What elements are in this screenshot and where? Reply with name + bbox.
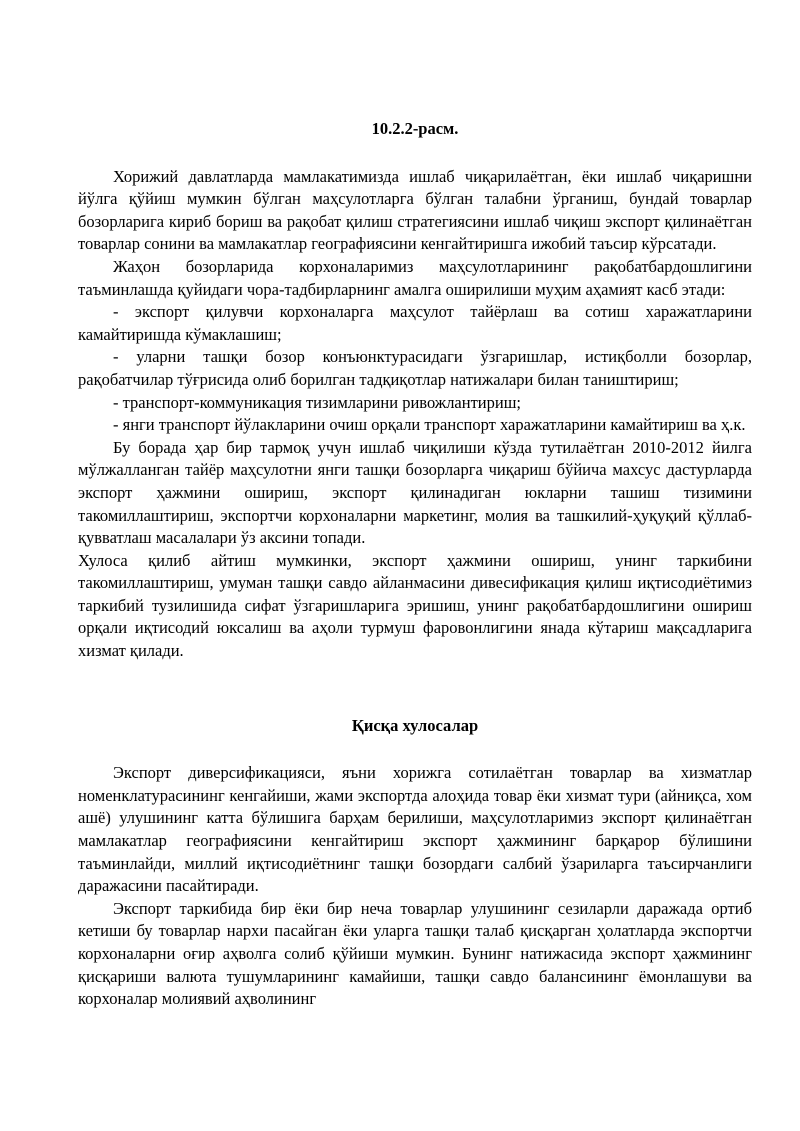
list-item: - янги транспорт йўлакларини очиш орқали транспорт харажатларини камайтириш ва ҳ.к. [113, 415, 746, 435]
section-title: Қисқа хулосалар [351, 715, 479, 735]
paragraph: Бу борада ҳар бир тармоқ учун ишлаб чиқилиши кўзда тутилаётган 2010-2012 йилга мўлжалланган тайёр маҳсулотни янги ташқи бозорларга чиқариш бўйича махсус дастурларда экспорт ҳажмини ошириш, экспорт қилинадиган юкларни ташиш тизимини такомиллаштириш, экспортчи корхоналарни маркетинг, молия ва ташкилий-ҳуқуқий қўллаб-қувватлаш масалалари ўз аксини топади. [78, 437, 752, 548]
figure-caption: 10.2.2-расм. [371, 119, 459, 138]
paragraph: Хорижий давлатларда мамлакатимизда ишлаб чиқарилаётган, ёки ишлаб чиқаришни йўлга қўйиш мумкин бўлган маҳсулотларга бўлган талабни ўрганиш, бундай товарлар бозорларига кириб бориш ва рақобат қилиш стратегиясини ишлаб чиқиш экспорт қилинаётган товарлар сонини ва мамлакатлар географиясини кенгайтиришга ижобий таъсир кўрсатади. [78, 166, 752, 254]
paragraph: Жаҳон бозорларида корхоналаримиз маҳсулотларининг рақобатбардошлигини таъминлашда қуйидаги чора-тадбирларнинг амалга оширилиши муҳим аҳамият касб этади: [78, 256, 752, 299]
document-page [78, 118, 752, 1011]
body-text-top [78, 166, 752, 663]
list-item: - экспорт қилувчи корхоналарга маҳсулот тайёрлаш ва сотиш харажатларини камайтиришда кўмаклашиш; [78, 302, 752, 344]
list-item: - транспорт-коммуникация тизимларини ривожлантириш; [113, 392, 521, 412]
body-text-bottom [78, 762, 752, 1011]
list-item: - уларни ташқи бозор конъюнктурасидаги ўзгаришлар, истиқболли бозорлар, рақобатчилар тўғрисида олиб борилган тадқиқотлар натижалари билан таништириш; [78, 347, 752, 389]
conclusion-paragraph: Хулоса қилиб айтиш мумкинки, экспорт ҳажмини ошириш, унинг таркибини такомиллаштириш, умуман ташқи савдо айланмасини дивесификация қилиш иқтисодиётимиз таркибий тузилишида сифат ўзгаришларига эришиш, унинг рақобатбардошлигини ошириш орқали иқтисодий юксалиш ва аҳоли турмуш фаровонлигини янада кўтариш мақсадларига хизмат қилади. [78, 550, 752, 661]
paragraph: Экспорт таркибида бир ёки бир неча товарлар улушининг сезиларли даражада ортиб кетиши бу товарлар нархи пасайган ёки уларга ташқи талаб қисқарган ҳолатларда экспортчи корхоналарни оғир аҳволга солиб қўйиши мумкин. Бунинг натижасида экспорт ҳажмининг қисқариши валюта тушумларининг камайиши, ташқи савдо балансининг ёмонлашуви ва корхоналар молиявий аҳволининг [78, 898, 752, 1009]
paragraph: Экспорт диверсификацияси, яъни хорижга сотилаётган товарлар ва хизматлар номенклатурасининг кенгайиши, жами экспортда алоҳида товар ёки хизмат тури (айниқса, хом ашё) улушининг катта бўлишига барҳам берилиши, маҳсулотларимиз экспорт қилинаётган мамлакатлар географиясини кенгайтириш экспорт ҳажмининг барқарор бўлишини таъминлайди, миллий иқтисодиётнинг ташқи бозордаги салбий ўзариларга таъсирчанлиги даражасини пасайтиради. [78, 763, 752, 896]
